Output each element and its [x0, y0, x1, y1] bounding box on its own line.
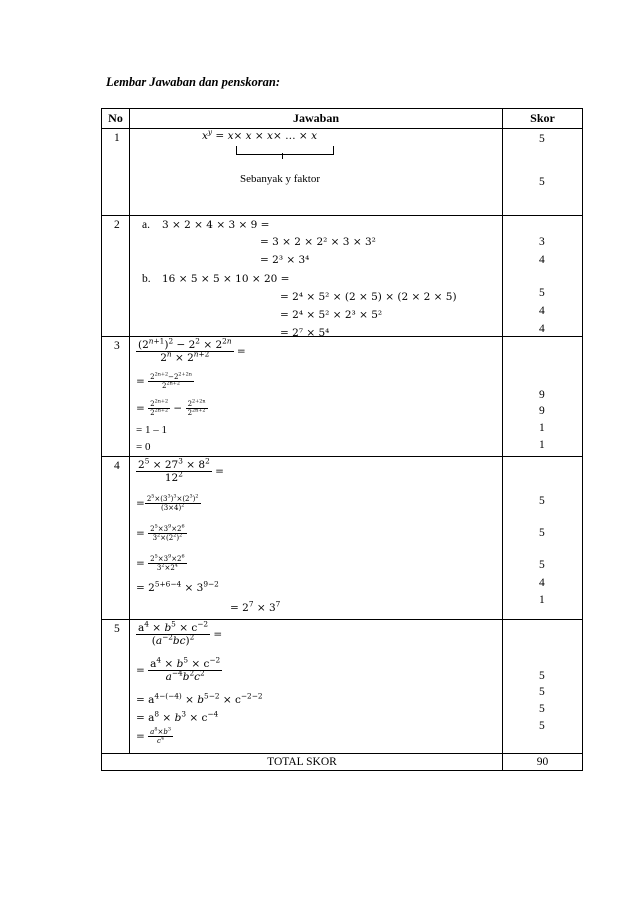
equation: $\frac{a^4 \times b^5 \times c^{-2}}{(a^{-2}bc)^2}$ = [138, 619, 223, 647]
brace-tip [282, 153, 283, 159]
score: 1 [539, 594, 545, 606]
score-cell [503, 216, 583, 337]
answer-cell [130, 457, 503, 620]
brace-label: Sebanyak y faktor [240, 173, 321, 185]
row-number: 4 [102, 457, 130, 620]
equation: = $\frac{a^8\times b^3}{c^4}$ [136, 726, 171, 745]
score: 9 [539, 405, 545, 417]
equation: = 2⁴ × 5² × 2³ × 5² [280, 309, 383, 321]
equation: 3 × 2 × 4 × 3 × 9 = [162, 219, 270, 231]
score-cell [503, 620, 583, 754]
page-title: Lembar Jawaban dan penskoran: [106, 75, 280, 89]
score: 4 [539, 577, 545, 589]
score: 4 [539, 305, 545, 317]
equation: = $2^{5+6-4} \times 3^{9-2}$ [136, 579, 219, 594]
row-number: 3 [102, 337, 130, 457]
equation: $\frac{2^5 \times 27^3 \times 8^2}{12^2}$ = [138, 456, 224, 484]
answer-cell [130, 129, 503, 216]
row-number: 1 [102, 129, 130, 216]
part-b-label: b. [142, 273, 151, 285]
row-number: 2 [102, 216, 130, 337]
equation: = 1 – 1 [136, 424, 167, 436]
brace-icon [236, 146, 334, 155]
equation: = $2^7 \times 3^7$ [230, 599, 281, 614]
score: 5 [539, 559, 545, 571]
table-row [102, 129, 583, 216]
score: 5 [539, 527, 545, 539]
equation: 16 × 5 × 5 × 10 × 20 = [162, 273, 290, 285]
header-skor: Skor [503, 109, 583, 129]
score-cell [503, 457, 583, 620]
equation: = 2⁴ × 5² × (2 × 5) × (2 × 2 × 5) [280, 291, 457, 303]
score: 1 [539, 439, 545, 451]
answer-cell [130, 216, 503, 337]
table-row [102, 620, 583, 754]
equation: = $\frac{2^5\times(3^3)^3\times(2^3)^2}{(3\times 4)^2}$ [136, 493, 199, 512]
score: 5 [539, 670, 545, 682]
equation: = $\frac{2^{2n+2}-2^{2+2n}}{2^{2n+2}}$ [136, 371, 192, 390]
score: 5 [539, 495, 545, 507]
answer-cell [130, 337, 503, 457]
score: 4 [539, 254, 545, 266]
equation: $\frac{(2^{n+1})^2 - 2^2 \times 2^{2n}}{2^n \times 2^{n+2}}$ = [138, 336, 246, 364]
equation: = $a^8 \times b^3 \times c^{-4}$ [136, 709, 219, 724]
equation: = $\frac{2^{2n+2}}{2^{2n+2}}$ − $\frac{2^{2+2n}}{2^{2n+2}}$ [136, 398, 206, 417]
header-no: No [102, 109, 130, 129]
score: 5 [539, 133, 545, 145]
score-cell [503, 337, 583, 457]
equation: = $\frac{a^4 \times b^5 \times c^{-2}}{a^{-4}b^2c^2}$ [136, 655, 221, 683]
equation: = 0 [136, 441, 151, 453]
equation: = $\frac{2^5\times 3^9\times 2^6}{3^2\times 2^4}$ [136, 553, 185, 572]
answer-table [101, 108, 583, 771]
header-jawaban: Jawaban [130, 109, 503, 129]
score-cell [503, 129, 583, 216]
equation: = $a^{4-(-4)} \times b^{5-2} \times c^{-2-2}$ [136, 691, 263, 706]
score: 5 [539, 703, 545, 715]
part-a-label: a. [142, 219, 150, 231]
equation: = $\frac{2^5\times 3^9\times 2^6}{3^2\times(2^2)^2}$ [136, 523, 185, 542]
score: 4 [539, 323, 545, 335]
table-row [102, 216, 583, 337]
total-row [102, 754, 583, 771]
score: 5 [539, 686, 545, 698]
score: 5 [539, 176, 545, 188]
score: 3 [539, 236, 545, 248]
score: 5 [539, 287, 545, 299]
total-value: 90 [503, 754, 583, 771]
score: 9 [539, 389, 545, 401]
table-row [102, 457, 583, 620]
equation: $x^y = x\times x \times x\times$ … × x [202, 127, 317, 142]
table-row [102, 337, 583, 457]
equation: = 2⁷ × 5⁴ [280, 327, 330, 339]
equation: = 3 × 2 × 2² × 3 × 3² [260, 236, 376, 248]
total-label: TOTAL SKOR [102, 754, 503, 771]
table-header-row [102, 109, 583, 129]
row-number: 5 [102, 620, 130, 754]
answer-cell [130, 620, 503, 754]
score: 5 [539, 720, 545, 732]
equation: = 2³ × 3⁴ [260, 254, 310, 266]
score: 1 [539, 422, 545, 434]
